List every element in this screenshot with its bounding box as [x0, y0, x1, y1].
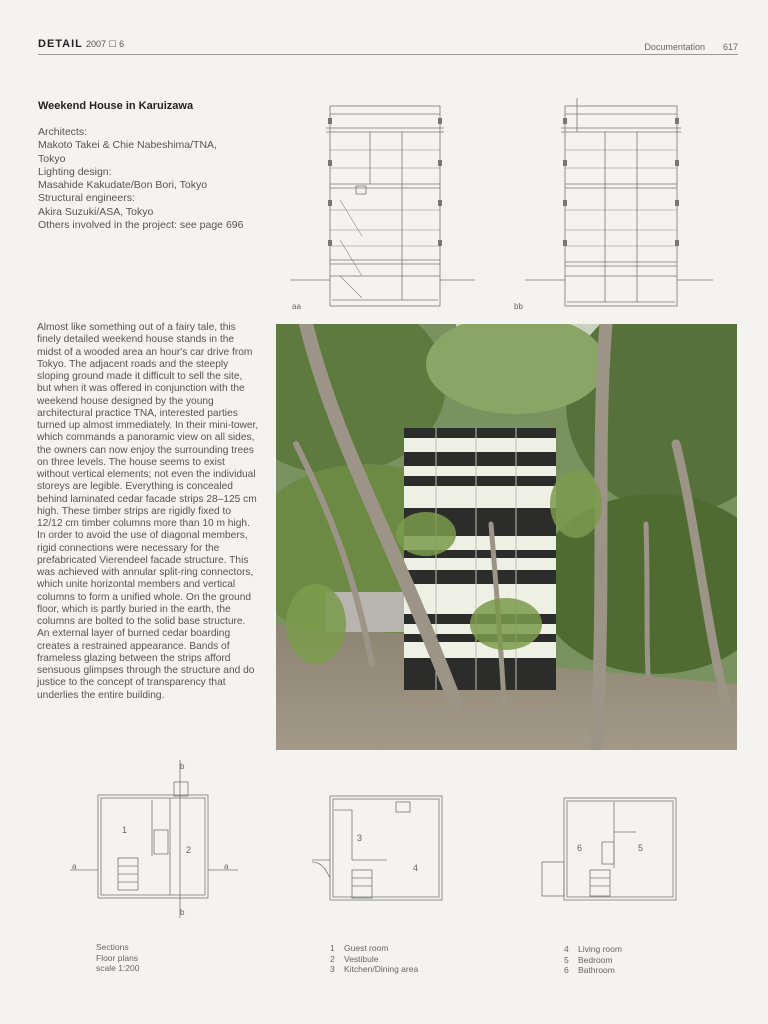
section-aa-label: aa — [292, 302, 301, 311]
section-bb-drawing — [525, 96, 715, 312]
room-number: 5 — [638, 843, 644, 853]
section-aa-drawing — [290, 100, 475, 312]
header-right — [644, 42, 738, 52]
legend-label: Bathroom — [578, 965, 615, 975]
room-legend-b — [564, 944, 622, 976]
legend-item — [330, 943, 418, 954]
legend-item — [564, 955, 622, 966]
credit-line: Tokyo — [38, 152, 66, 165]
plan-marker-b-bottom: b — [180, 908, 185, 917]
legend-label: Kitchen/Dining area — [344, 964, 419, 974]
credit-line: Others involved in the project: see page 696 — [38, 219, 244, 232]
magazine-brand: DETAIL — [38, 38, 83, 50]
caption-line: Sections — [96, 942, 129, 952]
credit-line: Architects: — [38, 126, 88, 138]
legend-number: 1 — [330, 943, 335, 953]
legend-label: Vestibule — [344, 953, 379, 964]
plan-marker-b-top: b — [180, 762, 185, 771]
room-number: 3 — [357, 833, 363, 843]
room-number: 4 — [413, 863, 419, 873]
legend-number: 5 — [564, 954, 569, 965]
credit-line: Masahide Kakudate/Bon Bori, Tokyo — [38, 179, 208, 192]
legend-label: Guest room — [344, 943, 389, 953]
legend-number: 4 — [564, 944, 569, 954]
page-number: 617 — [722, 42, 738, 52]
credit-line: Akira Suzuki/ASA, Tokyo — [38, 205, 154, 218]
legend-number: 3 — [330, 964, 335, 974]
legend-item — [330, 964, 418, 975]
plan-marker-a-right: a — [224, 862, 229, 871]
legend-label: Living room — [578, 944, 622, 954]
room-legend-a — [330, 943, 418, 975]
floor-plan-ground — [70, 760, 240, 920]
issue-number: 2007 ☐ 6 — [86, 39, 125, 49]
article-body: Almost like something out of a fairy tale, this finely detailed weekend house stands in the midst of a wooded area an hour's car drive from Tokyo. The adjacent roads and the steeply sloping ground made it difficult to sell the site, but when it was offered in conjunction with the weekend house designed by the young architectural practice TNA, interested parties turned up almost immediately. In their mini-tower, which commands a panoramic view on all sides, the owners can now enjoy the surrounding trees on three levels. The house seems to exist without vertical elements; not even the individual storeys are legible. Everything is concealed behind laminated cedar facade strips 28–125 cm high. These timber strips are rigidly fixed to 12/12 cm timber columns more than 10 m high. In order to avoid the use of diagonal members, rigid connections were necessary for the prefabricated Vierendeel facade structure. This was achieved with annular split-ring connectors, which unite horizontal members and vertical columns to form a unified whole. On the ground floor, which is partly buried in the earth, the columns are bolted to the solid base structure. An external layer of burned cedar boarding creates a restrained appearance. Bands of frameless glazing between the strips afford sensuous glimpses through the structure and do justice to the concept of transparency that underlies the entire building. — [37, 322, 259, 701]
legend-item — [564, 965, 622, 976]
section-bb-label: bb — [514, 302, 523, 311]
caption-line: scale 1:200 — [96, 963, 140, 973]
credit-line: Makoto Takei & Chie Nabeshima/TNA, — [38, 139, 217, 152]
plan-marker-a-left: a — [72, 862, 77, 871]
legend-number: 2 — [330, 953, 335, 964]
article-title: Weekend House in Karuizawa — [38, 100, 194, 112]
house-photo — [276, 324, 737, 750]
page-header — [38, 38, 738, 55]
legend-number: 6 — [564, 965, 569, 975]
credit-line: Structural engineers: — [38, 192, 135, 205]
legend-label: Bedroom — [578, 954, 613, 965]
room-number: 1 — [122, 825, 128, 835]
room-number: 6 — [577, 843, 583, 853]
floor-plan-first — [312, 790, 452, 910]
caption-line: Floor plans — [96, 952, 139, 963]
drawing-caption — [96, 942, 139, 974]
legend-item — [330, 954, 418, 965]
credit-line: Lighting design: — [38, 165, 112, 178]
room-number: 2 — [186, 845, 192, 855]
legend-item — [564, 944, 622, 955]
section-name: Documentation — [644, 42, 705, 52]
floor-plan-second — [540, 792, 680, 904]
project-credits — [38, 126, 278, 232]
